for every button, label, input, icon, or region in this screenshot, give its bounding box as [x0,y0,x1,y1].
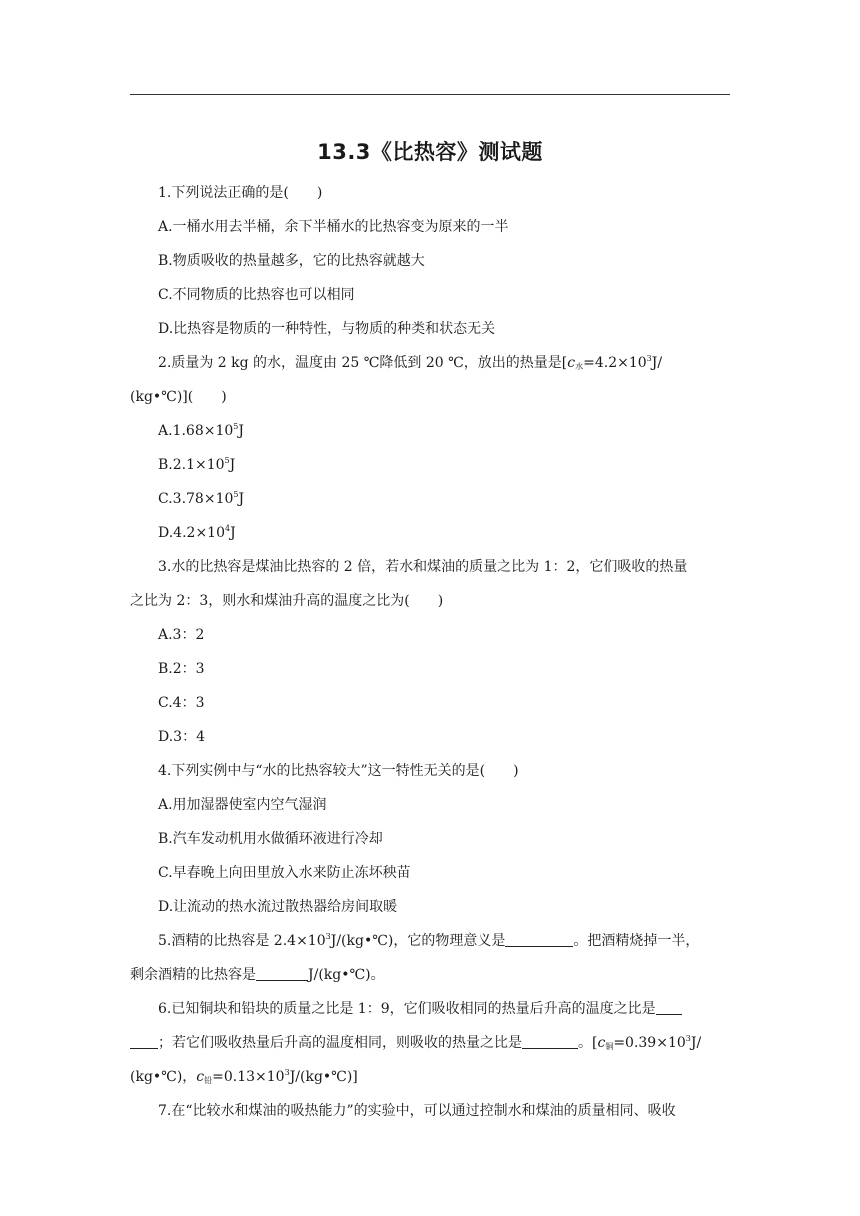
q2-stem-line2: (kg•℃)]( ) [130,389,227,405]
q5-line2: 剩余酒精的比热容是 J/(kg•℃)。 [130,967,385,983]
q1-stem: 1.下列说法正确的是( ) [158,185,323,201]
q3-stem-line2: 之比为 2：3，则水和煤油升高的温度之比为( ) [130,593,444,609]
q1-option-d: D.比热容是物质的一种特性，与物质的种类和状态无关 [158,321,496,337]
q3-option-b: B.2：3 [158,661,205,677]
q3-option-c: C.4：3 [158,695,205,711]
q1-option-c: C.不同物质的比热容也可以相同 [158,287,355,303]
question-list [130,176,730,1128]
q2-stem-line1: 2.质量为 2 kg 的水，温度由 25 ℃降低到 20 ℃，放出的热量是[$c_水=4.2\times 10^3J/$ [158,354,663,371]
page-title: 13.3《比热容》测试题 [317,140,543,164]
q7-stem: 7.在“比较水和煤油的吸热能力”的实验中，可以通过控制水和煤油的质量相同、吸收 [158,1103,676,1119]
q6-blank-1b[interactable] [130,1034,158,1049]
q3-option-d: D.3：4 [158,729,205,745]
q1-option-a: A.一桶水用去半桶，余下半桶水的比热容变为原来的一半 [158,219,509,235]
q6-line3: (kg•℃)，$c_铅=0.13\times 10^3J/(kg•℃)$] [130,1068,358,1085]
q5-blank-2[interactable] [256,966,308,981]
q4-option-b: B.汽车发动机用水做循环液进行冷却 [158,831,383,847]
q2-option-c: $C.3.78\times 10^5J$ [158,490,245,507]
q6-blank-2[interactable] [522,1034,578,1049]
q1-option-b: B.物质吸收的热量越多，它的比热容就越大 [158,253,425,269]
q6-blank-1a[interactable] [656,1000,682,1015]
q4-stem: 4.下列实例中与“水的比热容较大”这一特性无关的是( ) [158,763,519,779]
q4-option-a: A.用加湿器使室内空气湿润 [158,797,327,813]
q2-option-d: $D.4.2\times 10^4J$ [158,524,236,541]
q5-blank-1[interactable] [505,932,573,947]
q5-line1: 5.酒精的比热容是 $2.4\times 10^3J/(kg•℃)$，它的物理意义是 。把酒精烧掉一半， [158,932,700,949]
q3-stem-line1: 3.水的比热容是煤油比热容的 2 倍，若水和煤油的质量之比为 1：2，它们吸收的热量 [158,559,688,575]
q2-option-b: $B.2.1\times 10^5J$ [158,456,236,473]
q6-line2: ；若它们吸收热量后升高的温度相同，则吸收的热量之比是 。[$c_铜=0.39\times 10^3J/$ [130,1026,730,1060]
q3-option-a: A.3：2 [158,627,205,643]
q6-line1: 6.已知铜块和铅块的质量之比是 1：9，它们吸收相同的热量后升高的温度之比是 [130,992,730,1026]
q4-option-c: C.早春晚上向田里放入水来防止冻坏秧苗 [158,865,411,881]
q4-option-d: D.让流动的热水流过散热器给房间取暖 [158,899,398,915]
header-rule [130,94,730,95]
q2-option-a: $A.1.68\times 10^5J$ [158,422,244,439]
